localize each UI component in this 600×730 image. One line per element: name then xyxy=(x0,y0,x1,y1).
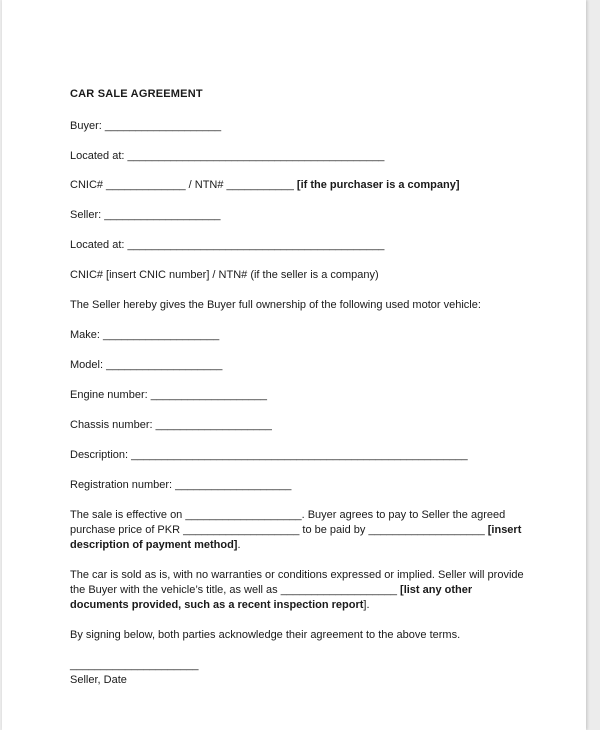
documents-placeholder: documents provided, such as a recent inspection report xyxy=(70,599,364,611)
buyer-cnic-field xyxy=(70,178,460,192)
effective-paragraph-line-2 xyxy=(70,523,521,537)
signature-label: Seller, Date xyxy=(70,674,127,686)
buyer-field: Buyer: ___________________ xyxy=(70,120,222,132)
seller-field: Seller: ___________________ xyxy=(70,209,221,221)
seller-located-field: Located at: __________________________________________ xyxy=(70,239,385,251)
effective-line-2-text: purchase price of PKR ___________________ to be paid by ___________________ xyxy=(70,524,485,536)
as-is-line-2-text: the Buyer with the vehicle’s title, as well as ___________________ xyxy=(70,584,397,596)
as-is-paragraph-line-3 xyxy=(70,598,370,612)
effective-paragraph-line-1: The sale is effective on ___________________. Buyer agrees to pay to Seller the agreed xyxy=(70,509,506,521)
chassis-number-field: Chassis number: ___________________ xyxy=(70,419,272,431)
buyer-located-field: Located at: __________________________________________ xyxy=(70,150,385,162)
ownership-statement: The Seller hereby gives the Buyer full ownership of the following used motor vehicle: xyxy=(70,299,481,311)
effective-line-2-insert: [insert xyxy=(487,524,522,536)
as-is-paragraph-line-2 xyxy=(70,583,472,597)
as-is-line-2-insert: [list any other xyxy=(400,584,473,596)
seller-cnic-field: CNIC# [insert CNIC number] / NTN# (if the seller is a company) xyxy=(70,269,379,281)
buyer-cnic-text: CNIC# _____________ / NTN# ___________ xyxy=(70,179,294,191)
description-field: Description: _______________________________________________________ xyxy=(70,449,468,461)
buyer-cnic-note: [if the purchaser is a company] xyxy=(296,179,460,191)
engine-number-field: Engine number: ___________________ xyxy=(70,389,267,401)
as-is-line-3-end: ]. xyxy=(363,599,370,611)
registration-number-field: Registration number: ___________________ xyxy=(70,479,292,491)
signature-line: _____________________ xyxy=(70,659,199,671)
payment-method-placeholder: description of payment method] xyxy=(70,539,238,551)
acknowledge-statement: By signing below, both parties acknowledge their agreement to the above terms. xyxy=(70,629,461,641)
document-page xyxy=(2,0,586,730)
document-title: CAR SALE AGREEMENT xyxy=(70,88,203,100)
effective-line-3-end: . xyxy=(237,539,241,551)
model-field: Model: ___________________ xyxy=(70,359,223,371)
effective-paragraph-line-3 xyxy=(70,538,241,552)
make-field: Make: ___________________ xyxy=(70,329,220,341)
as-is-paragraph-line-1: The car is sold as is, with no warranties or conditions expressed or implied. Seller will provide xyxy=(70,569,524,581)
